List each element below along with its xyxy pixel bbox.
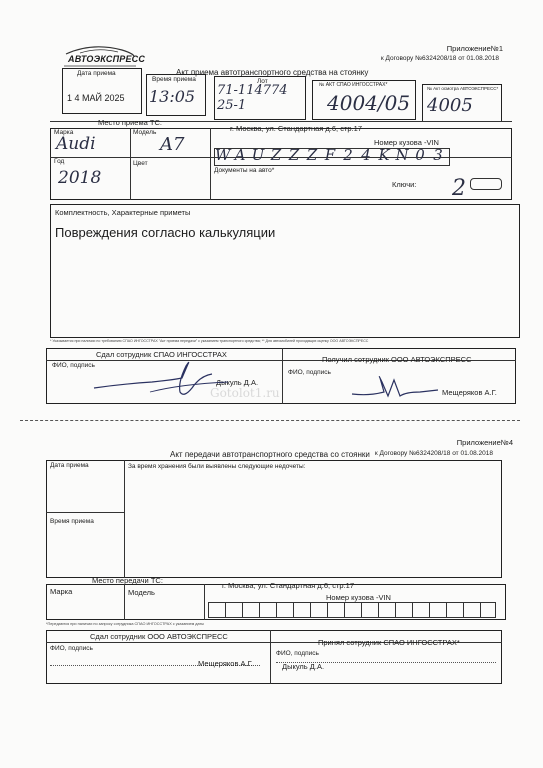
documents-label: Документы на авто* [214,167,275,174]
act4-vin-cells [208,602,496,618]
act4-title: Акт передачи автотранспортного средства со стоянки [170,450,370,459]
act4-received-name: Дыкуль Д.А. [282,662,325,671]
receive-date-label: Дата приема [77,70,116,77]
act4-defects-label: За время хранения были выявлены следующие недочеты: [128,463,306,470]
vin-char: A [234,146,246,164]
cut-line [20,420,520,421]
vin-char: Z [306,146,318,164]
vin-char: Z [270,146,282,164]
appendix-label: Приложение№1 [446,44,503,53]
keys-label: Ключи: [392,180,417,189]
color-label: Цвет [133,160,148,167]
lot-label: Лот [257,78,268,85]
act1-title: Акт приема автотранспортного средства на стоянку [176,68,369,77]
act1-received-fio-label: ФИО, подпись [288,369,331,376]
act1-received-name: Мещеряков А.Г. [442,388,497,397]
act4-place-value: г. Москва, ул. Стандартная д.6, стр.17 [222,581,354,590]
act-ingos-value: 4004/05 [327,91,411,115]
receive-date-stamp: 1 4 МАЙ 2025 [67,93,125,103]
brand-label: Марка [54,129,74,136]
vin-char: W [215,146,231,164]
place-label: Место приема ТС: [98,118,162,127]
act1-handed-header: Сдал сотрудник СПАО ИНГОССТРАХ [96,350,227,359]
year-label: Год [54,158,65,165]
lot-box [214,76,306,120]
receive-time-label: Время приема [152,76,196,83]
act-autoexpress-label: № Акт осмотра АВТОЭКСПРЕСС* [427,86,499,91]
vin-cells [214,148,450,166]
vin-char: U [251,146,265,164]
model-label: Модель [133,129,157,136]
contract-reference: к Договору №6324208/18 от 01.08.2018 [380,55,499,62]
keys-value: 2 [452,176,466,201]
act4-received-fio-label: ФИО, подпись [276,650,319,657]
act4-model-label: Модель [128,588,155,597]
place-value: г. Москва, ул. Стандартная д.6, стр.17 [230,124,362,133]
act1-handed-fio-label: ФИО, подпись [52,362,95,369]
act4-vin-label: Номер кузова -VIN [326,593,391,602]
act1-received-header: Получил сотрудник ООО АВТОЭКСПРЕСС [322,355,472,364]
vin-char: K [378,146,390,164]
act4-handed-fio-label: ФИО, подпись [50,645,93,652]
vin-char: 0 [415,146,425,164]
act4-brand-label: Марка [50,587,73,596]
signature-meshcheryakov [350,372,440,402]
vin-char: Z [288,146,300,164]
receive-time-box [146,74,206,116]
completeness-label: Комплектность, Характерные приметы [55,208,191,217]
act4-handed-header: Сдал сотрудник ООО АВТОЭКСПРЕСС [90,632,228,641]
act1-handed-name: Дыкуль Д.А. [216,378,259,387]
watermark: Gotolot1.ru [210,386,280,400]
act4-place-label: Место передачи ТС: [92,576,163,585]
act4-handed-name: Мещеряков А.Г. [198,659,253,668]
logo-text: АВТОЭКСПРЕСС [68,54,146,64]
act4-date-label: Дата приема [50,462,89,469]
act-ingos-label: № АКТ СПАО ИНГОССТРАХ* [319,82,388,88]
vin-char: 3 [433,146,443,164]
act4-received-header: Принял сотрудник СПАО ИНГОССТРАХ* [318,638,460,647]
vin-char: 2 [343,146,353,164]
appendix-label-4: Приложение№4 [456,438,513,447]
act4-top-grid [46,460,502,578]
act-autoexpress-box [422,84,502,122]
model-value: A7 [160,134,185,155]
receive-date-box [62,68,142,114]
completeness-box [50,204,520,338]
keys-box [470,178,502,190]
act-ingos-box [312,80,416,120]
vin-char: N [395,146,409,164]
act4-time-label: Время приема [50,518,94,525]
vin-label: Номер кузова -VIN [374,138,439,147]
receive-time-value: 13:05 [149,87,196,106]
company-logo [62,44,146,68]
act1-footnote: * Указывается при наличии по требованию СПАО ИНГОССТРАХ "Акт приема передачи" с указанием транспортного средства; ** Для автомобилей проходящих оценку ООО АВТОЭКСПРЕСС [50,339,369,343]
lot-value: 71-114774 25-1 [217,83,288,113]
act-autoexpress-value: 4005 [427,95,473,116]
contract-reference-4: к Договору №6324208/18 от 01.08.2018 [374,450,493,457]
completeness-value: Повреждения согласно калькуляции [55,225,276,240]
vin-char: 4 [361,146,371,164]
brand-value: Audi [56,134,96,154]
act4-footnote: *Передаются при наличии по запросу сотрудника СПАО ИНГОССТРАХ с указанием даты [46,622,205,626]
vin-char: F [324,146,336,164]
year-value: 2018 [58,168,102,188]
